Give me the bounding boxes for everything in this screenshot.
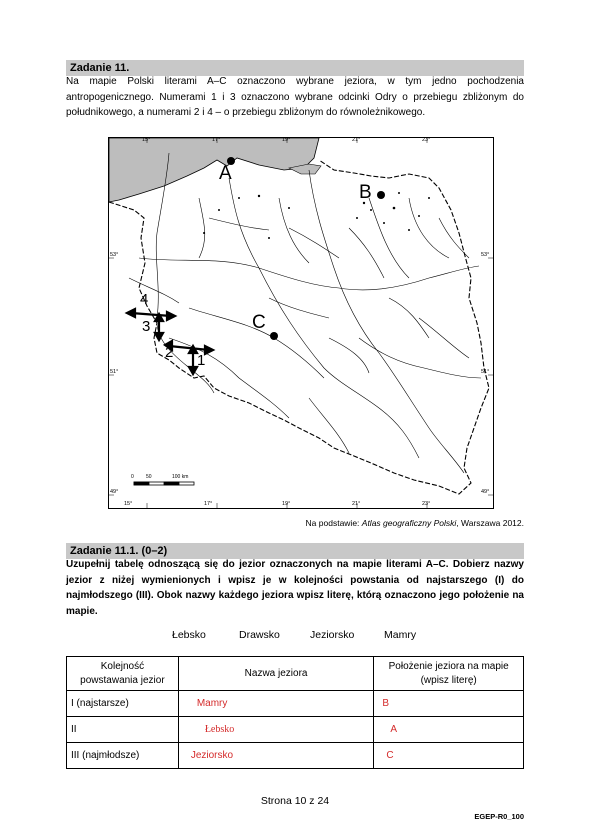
row-order: III (najmłodsze): [67, 743, 179, 769]
baltic-sea: [109, 138, 319, 202]
scale-bar: [134, 482, 194, 485]
subtask-instruction: Uzupełnij tabelę odnoszącą się do jezior oznaczonych na mapie literami A–C. Dobierz nazwy jezior z niżej wymienionych i wpisz je w kolejności powstania od najstarszego (I) do najmłodszego (III). Obok nazwy każdego jeziora wpisz literę, którą oznaczono jego położenie na mapie.: [66, 559, 524, 617]
country-border: [109, 160, 489, 494]
poland-map: [108, 137, 494, 509]
row-lake-letter[interactable]: B: [374, 691, 524, 717]
lat-label-right: 49°: [481, 489, 490, 495]
row-lake-name[interactable]: Łebsko: [178, 717, 374, 743]
answer-table: [66, 656, 524, 769]
lake-b-label: B: [359, 182, 372, 203]
lon-label-top: 15°: [142, 137, 151, 143]
option-lebsko: Łebsko: [172, 629, 206, 641]
table-row: [67, 691, 524, 717]
graticule-ticks: [109, 138, 493, 508]
map-drawing: [109, 138, 493, 508]
map-source: Na podstawie: Atlas geograficzny Polski, Warszawa 2012.: [305, 518, 524, 528]
header-letter: Położenie jeziora na mapie (wpisz literę): [374, 657, 524, 691]
header-name: Nazwa jeziora: [178, 657, 374, 691]
table-row: [67, 717, 524, 743]
lon-label-top: 17°: [212, 137, 221, 143]
row-lake-letter[interactable]: A: [374, 717, 524, 743]
section-4-label: 4: [140, 291, 149, 308]
lon-label-bottom: 23°: [422, 501, 431, 507]
lake-c-marker: [270, 332, 278, 340]
section-2-label: 2: [165, 344, 174, 361]
section-1-label: 1: [197, 352, 206, 369]
lon-label-top: 21°: [352, 137, 361, 143]
lon-label-bottom: 19°: [282, 501, 291, 507]
section-3-label: 3: [142, 318, 151, 335]
lon-label-top: 19°: [282, 137, 291, 143]
row-lake-letter[interactable]: C: [374, 743, 524, 769]
exam-code: EGEP-R0_100: [474, 812, 524, 821]
section-2-arrow: [169, 346, 209, 350]
lake-c-label: C: [252, 312, 266, 333]
lat-label-left: 51°: [110, 369, 119, 375]
header-order: Kolejność powstawania jezior: [67, 657, 179, 691]
lon-label-top: 23°: [422, 137, 431, 143]
lon-label-bottom: 15°: [124, 501, 133, 507]
task-description: Na mapie Polski literami A–C oznaczono wybrane jeziora, w tym jedno pochodzenia antropogenicznego. Numerami 1 i 3 oznaczono wybrane odcinki Odry o przebiegu zbliżonym do południkowego, a numerami 2 i 4 – o przebiegu zbliżonym do równoleżnikowego.: [66, 76, 524, 118]
section-4-arrow: [131, 313, 171, 316]
subtask-title: Zadanie 11.1. (0–2): [66, 543, 524, 559]
option-jeziorsko: Jeziorsko: [310, 629, 355, 641]
row-lake-name[interactable]: Jeziorsko: [178, 743, 374, 769]
lat-label-right: 53°: [481, 252, 490, 258]
table-header-row: [67, 657, 524, 691]
row-order: I (najstarsze): [67, 691, 179, 717]
lat-label-left: 49°: [110, 489, 119, 495]
lon-label-bottom: 17°: [204, 501, 213, 507]
option-mamry: Mamry: [384, 629, 417, 641]
lake-a-label: A: [219, 163, 232, 184]
option-drawsko: Drawsko: [239, 629, 280, 641]
lake-b-marker: [377, 191, 385, 199]
scale-label: 50: [146, 474, 152, 480]
scale-label: 100 km: [172, 474, 189, 480]
lat-label-left: 53°: [110, 252, 119, 258]
lon-label-bottom: 21°: [352, 501, 361, 507]
row-lake-name[interactable]: Mamry: [178, 691, 374, 717]
task-title: Zadanie 11.: [66, 60, 524, 76]
scale-label: 0: [131, 474, 134, 480]
lat-label-right: 51°: [481, 369, 490, 375]
table-row: [67, 743, 524, 769]
river-network: [129, 153, 481, 473]
row-order: II: [67, 717, 179, 743]
page-number: Strona 10 z 24: [260, 795, 330, 807]
